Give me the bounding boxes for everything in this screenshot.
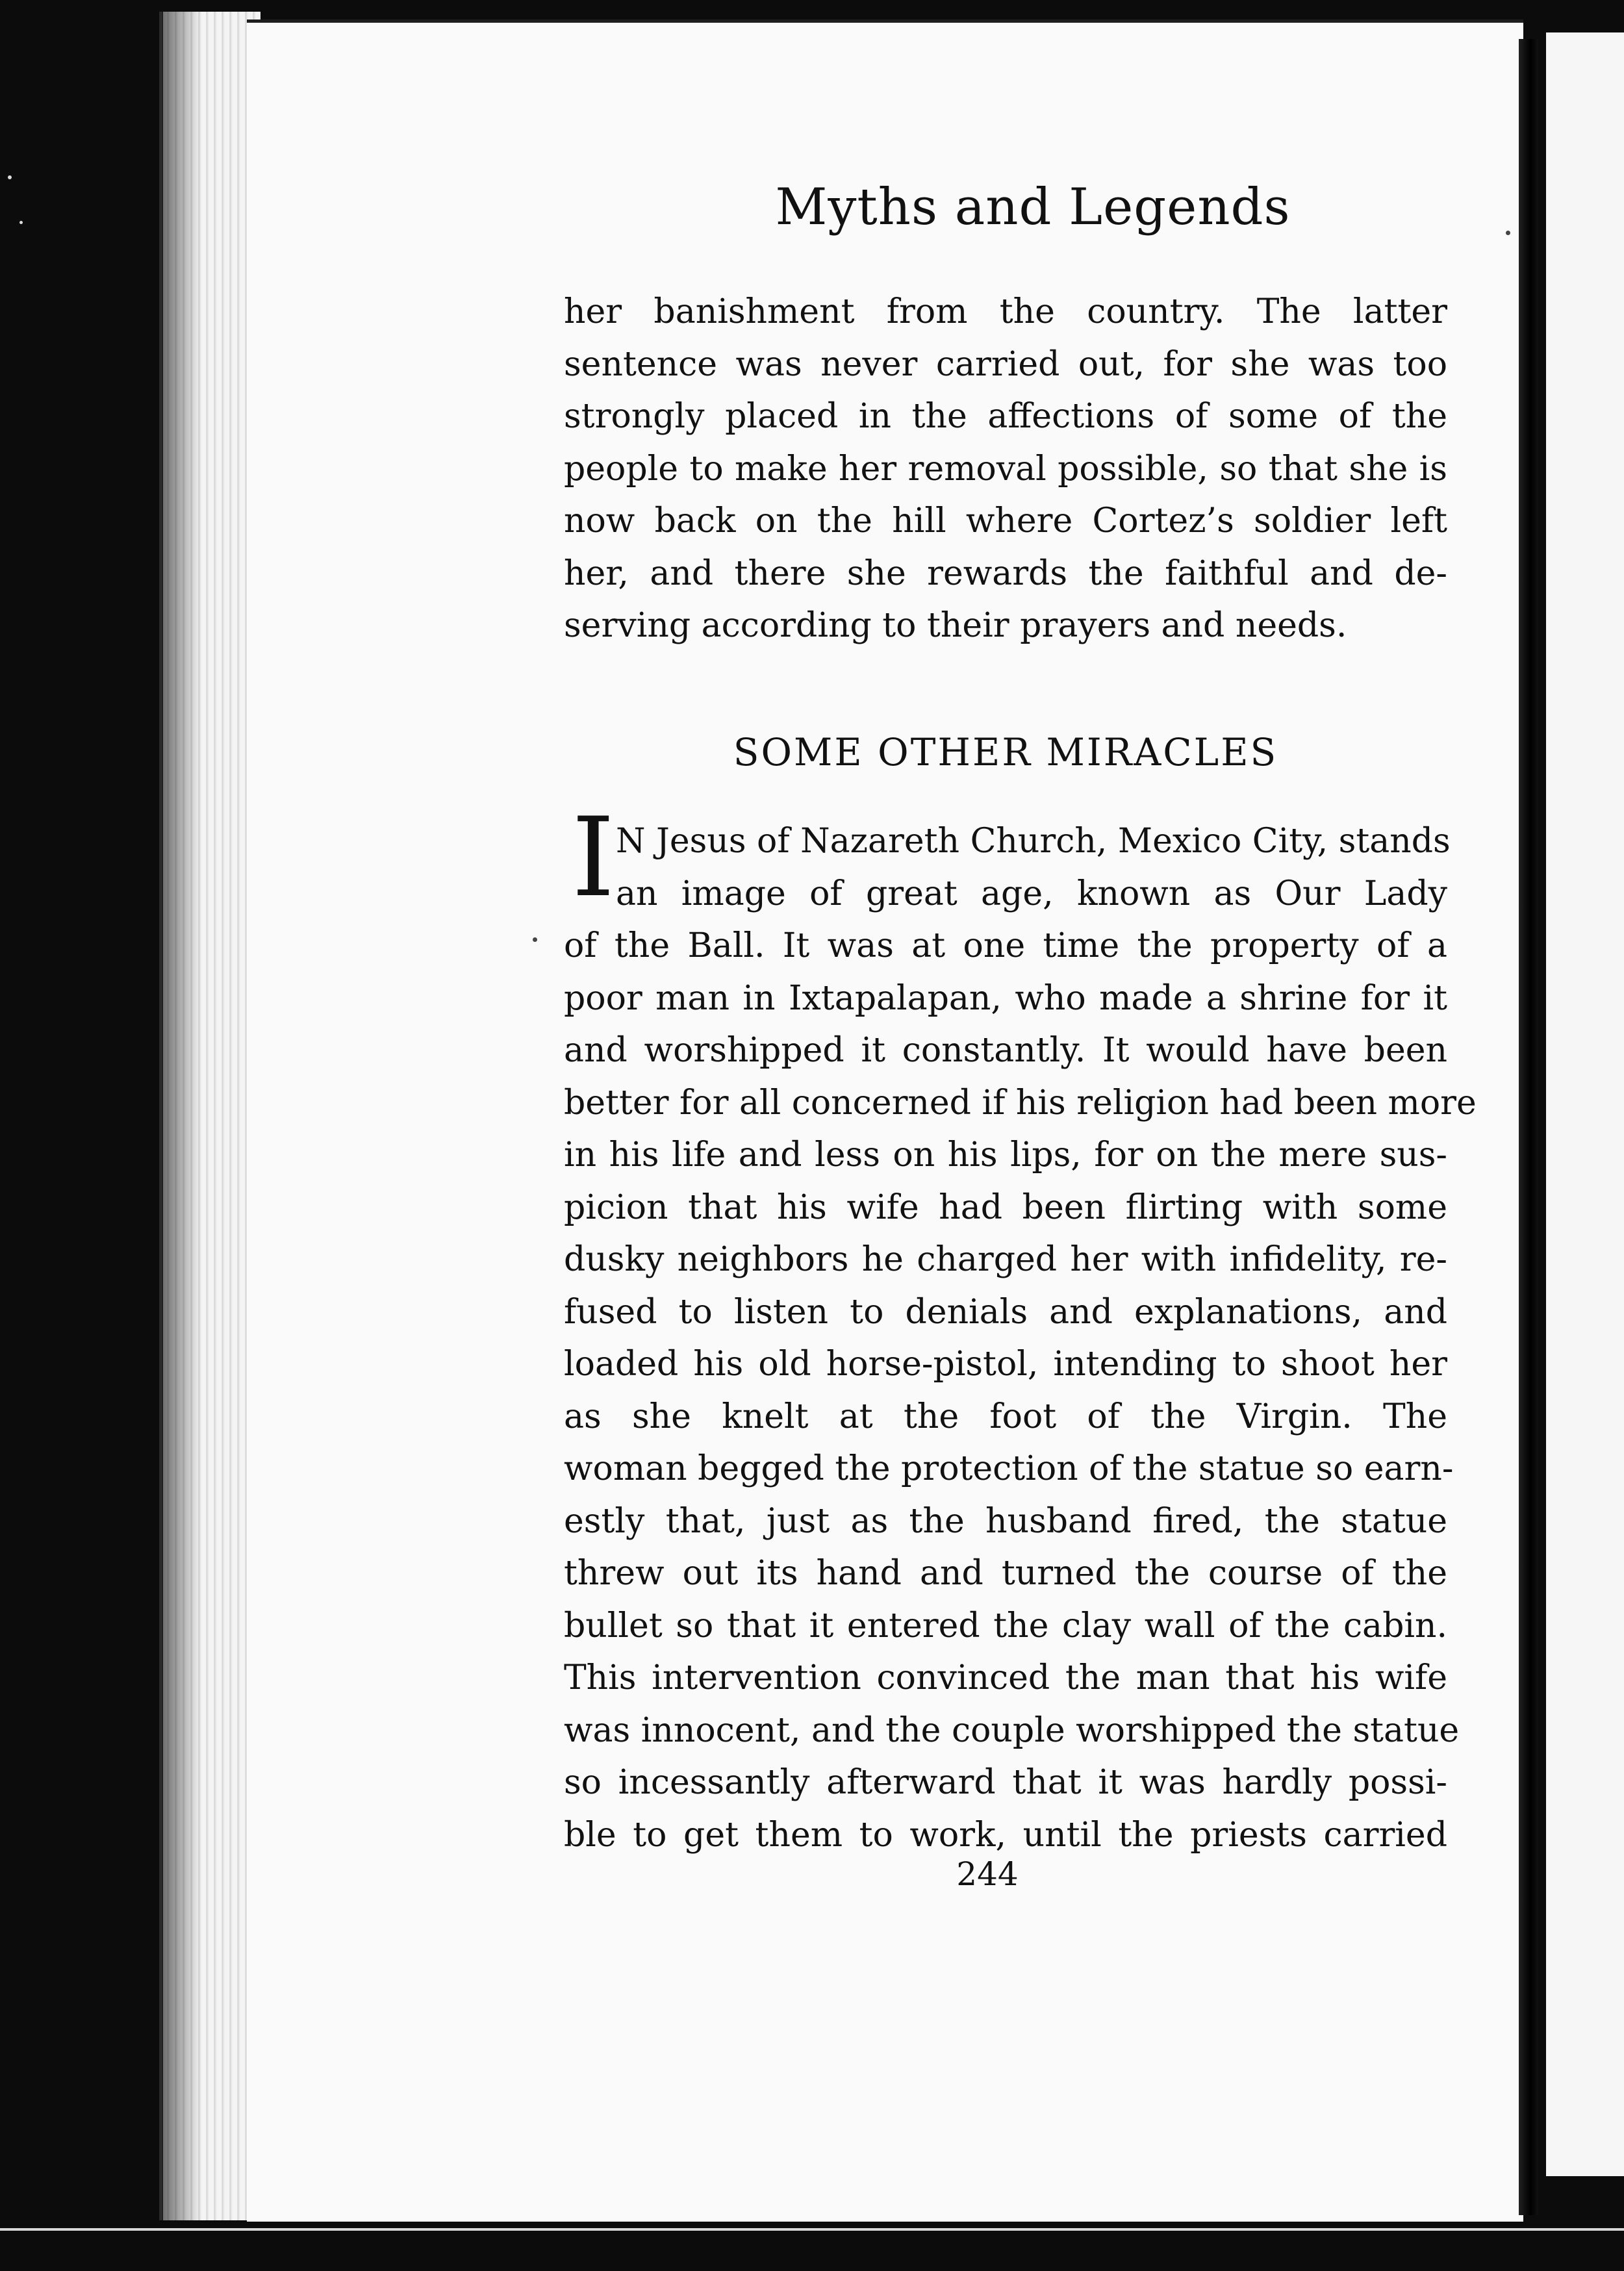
text-line: in his life and less on his lips, for on the mere sus-: [564, 1136, 1447, 1174]
text-line: serving according to their prayers and needs.: [564, 606, 1347, 645]
scan-bottom-edge: [0, 2228, 1624, 2231]
text-line: so incessantly afterward that it was hardly possi-: [564, 1763, 1447, 1802]
text-line: and worshipped it constantly. It would have been: [564, 1031, 1447, 1070]
text-line: threw out its hand and turned the course of the: [564, 1554, 1447, 1593]
text-line: woman begged the protection of the statue so earn-: [564, 1449, 1454, 1488]
text-line: loaded his old horse-pistol, intending to shoot her: [564, 1345, 1447, 1384]
text-line: her, and there she rewards the faithful and de-: [564, 553, 1447, 593]
paragraph-2: [564, 815, 1477, 1861]
dust-speck: [1506, 231, 1510, 235]
book-gutter: [1519, 39, 1538, 2215]
text-line: fused to listen to denials and explanations, and: [564, 1292, 1447, 1332]
dust-speck: [19, 221, 23, 224]
dust-speck: [533, 937, 537, 942]
text-line: people to make her removal possible, so that she is: [564, 449, 1447, 488]
section-heading: SOME OTHER MIRACLES: [733, 730, 1278, 774]
text-line: poor man in Ixtapalapan, who made a shrine for it: [564, 978, 1447, 1018]
text-line: now back on the hill where Cortez’s soldier left: [564, 501, 1447, 540]
text-line: as she knelt at the foot of the Virgin. The: [564, 1397, 1447, 1436]
text-line: This intervention convinced the man that his wife: [564, 1658, 1447, 1697]
paragraph-1: [564, 286, 1447, 652]
text-line: her banishment from the country. The latter: [564, 292, 1447, 331]
facing-page-edge: [1546, 32, 1624, 2176]
text-line: sentence was never carried out, for she was too: [564, 344, 1447, 384]
text-line: was innocent, and the couple worshipped the statue: [564, 1710, 1460, 1750]
text-line: picion that his wife had been flirting with some: [564, 1187, 1447, 1227]
text-line: dusky neighbors he charged her with infidelity, re-: [564, 1240, 1447, 1279]
drop-cap: I: [572, 794, 615, 921]
text-line: better for all concerned if his religion had been more: [564, 1083, 1477, 1123]
text-line: of the Ball. It was at one time the property of a: [564, 926, 1447, 965]
text-line: strongly placed in the affections of some of the: [564, 397, 1447, 436]
page-number: 244: [956, 1855, 1019, 1893]
text-line: estly that, just as the husband fired, the statue: [564, 1501, 1447, 1541]
text-line: ble to get them to work, until the priests carried: [564, 1815, 1447, 1855]
dust-speck: [8, 175, 12, 179]
text-line: an image of great age, known as Our Lady: [616, 874, 1447, 913]
text-line: bullet so that it entered the clay wall of the cabin.: [564, 1606, 1447, 1645]
running-head: Myths and Legends: [775, 178, 1291, 236]
text-line: N Jesus of Nazareth Church, Mexico City, stands: [616, 822, 1451, 861]
binding-shadow: [162, 12, 201, 2220]
